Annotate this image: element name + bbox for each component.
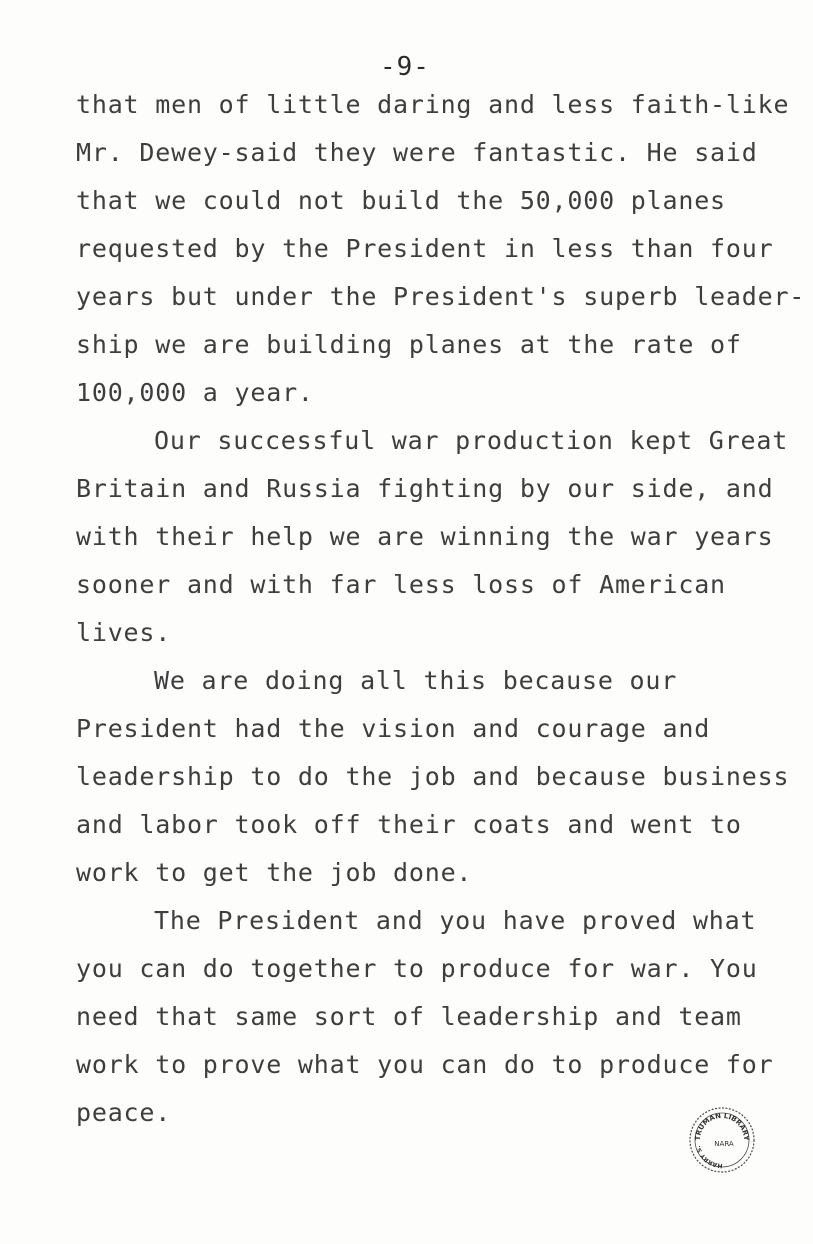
svg-text:TRUMAN LIBRARY xyxy=(694,1112,750,1142)
svg-text:HARRY S. xyxy=(695,1145,723,1169)
text-line: requested by the President in less than four xyxy=(76,234,774,263)
text-line: President had the vision and courage and xyxy=(76,714,711,743)
text-line: Britain and Russia fighting by our side, and xyxy=(76,474,774,503)
text-line: that men of little daring and less faith-like xyxy=(76,90,790,119)
text-line: years but under the President's superb leader- xyxy=(76,282,806,311)
text-line: leadership to do the job and because business xyxy=(76,762,790,791)
text-line: with their help we are winning the war years xyxy=(76,522,774,551)
seal-center-text: NARA xyxy=(714,1140,734,1148)
text-line: The President and you have proved what xyxy=(154,906,757,935)
text-line: sooner and with far less loss of American xyxy=(76,570,726,599)
text-line: We are doing all this because our xyxy=(154,666,678,695)
text-line: that we could not build the 50,000 planes xyxy=(76,186,726,215)
text-line: 100,000 a year. xyxy=(76,378,314,407)
text-line: you can do together to produce for war. You xyxy=(76,954,758,983)
text-line: ship we are building planes at the rate of xyxy=(76,330,742,359)
text-line: work to get the job done. xyxy=(76,858,473,887)
seal-top-text: TRUMAN LIBRARY xyxy=(693,1111,751,1141)
text-line: Our successful war production kept Great xyxy=(154,426,789,455)
archive-seal-icon xyxy=(688,1106,756,1174)
page-number: -9- xyxy=(380,52,430,82)
seal-side-text: HARRY S. xyxy=(694,1144,723,1170)
text-line: need that same sort of leadership and team xyxy=(76,1002,742,1031)
text-line: and labor took off their coats and went to xyxy=(76,810,742,839)
text-line: peace. xyxy=(76,1098,172,1127)
text-line: work to prove what you can do to produce for xyxy=(76,1050,774,1079)
text-line: lives. xyxy=(76,618,172,647)
text-line: Mr. Dewey-said they were fantastic. He said xyxy=(76,138,758,167)
